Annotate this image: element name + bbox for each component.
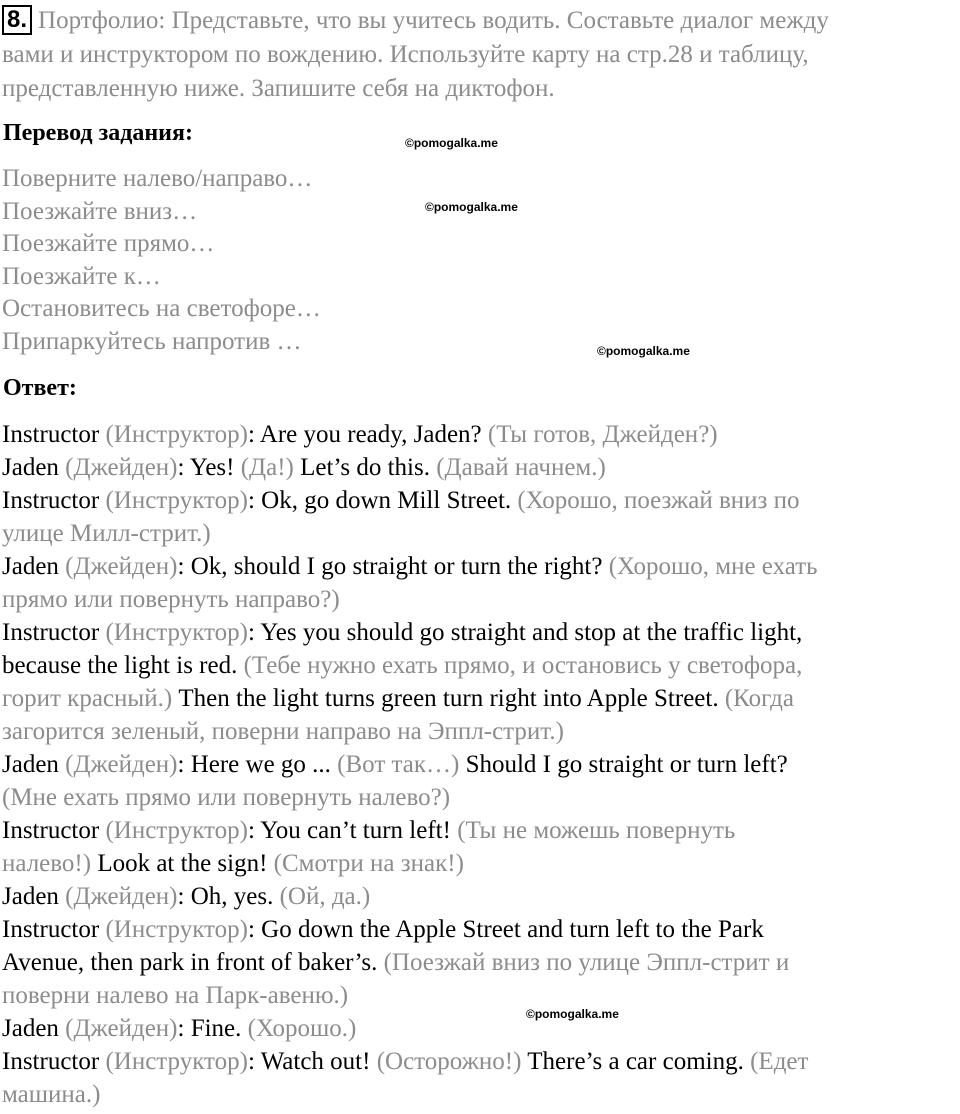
- dialogue-line: [2, 1012, 958, 1045]
- english-segment: Jaden: [2, 1015, 66, 1042]
- english-segment: : Yes you should go straight and stop at the traffic light,: [247, 619, 803, 646]
- translation-segment: (Поезжай вниз по улице Эппл-стрит и: [383, 949, 790, 976]
- translation-segment: (Инструктор): [105, 1048, 248, 1075]
- english-segment: : Are you ready, Jaden?: [247, 421, 488, 448]
- translation-segment: налево!): [2, 850, 98, 877]
- translation-segment: (Джейден): [65, 883, 178, 910]
- english-segment: Jaden: [2, 883, 66, 910]
- watermark: ©pomogalka.me: [425, 200, 518, 214]
- english-segment: : Go down the Apple Street and turn left to the Park: [247, 916, 764, 943]
- translation-list: [2, 163, 321, 358]
- translation-segment: (Ты готов, Джейден?): [487, 421, 718, 448]
- translation-segment: (Едет: [750, 1048, 809, 1075]
- dialogue-line: [2, 484, 958, 517]
- dialogue-line: [2, 1078, 958, 1111]
- watermark: ©pomogalka.me: [597, 344, 690, 358]
- english-segment: because the light is red.: [2, 652, 244, 679]
- dialogue-line: [2, 946, 958, 979]
- dialogue-line: [2, 979, 958, 1012]
- dialogue-line: [2, 649, 958, 682]
- translation-item: Поезжайте вниз…: [2, 197, 198, 225]
- english-segment: : Ok, go down Mill Street.: [247, 487, 518, 514]
- dialogue-line: [2, 583, 958, 616]
- dialogue-line: [2, 880, 958, 913]
- english-segment: Instructor: [2, 916, 106, 943]
- translation-segment: улице Милл-стрит.): [2, 520, 211, 547]
- dialogue-line: [2, 616, 958, 649]
- translation-segment: (Инструктор): [105, 619, 248, 646]
- task-paragraph: [2, 4, 958, 106]
- english-segment: : Yes!: [177, 454, 241, 481]
- translation-segment: поверни налево на Парк-авеню.): [2, 982, 349, 1009]
- dialogue-line: [2, 682, 958, 715]
- translation-segment: загорится зеленый, поверни направо на Эппл-стрит.): [2, 718, 564, 745]
- english-segment: : You can’t turn left!: [247, 817, 458, 844]
- translation-segment: (Хорошо.): [247, 1015, 357, 1042]
- translation-segment: (Смотри на знак!): [273, 850, 464, 877]
- translation-segment: (Ты не можешь повернуть: [457, 817, 736, 844]
- dialogue-line: [2, 748, 958, 781]
- dialogue-line: [2, 418, 958, 451]
- translation-segment: машина.): [2, 1081, 101, 1108]
- dialogue-line: [2, 814, 958, 847]
- translation-segment: (Хорошо, поезжай вниз по: [517, 487, 800, 514]
- translation-segment: горит красный.): [2, 685, 179, 712]
- task-number-box: 8.: [2, 5, 32, 35]
- english-segment: Instructor: [2, 487, 106, 514]
- translation-item: Остановитесь на светофоре…: [2, 295, 321, 322]
- dialogue: [2, 418, 958, 1111]
- dialogue-line: [2, 550, 958, 583]
- english-segment: Let’s do this.: [300, 454, 437, 481]
- translation-segment: (Мне ехать прямо или повернуть налево?): [2, 784, 451, 811]
- english-segment: Jaden: [2, 553, 66, 580]
- translation-segment: (Да!): [240, 454, 301, 481]
- translation-item: Поезжайте прямо…: [2, 230, 215, 257]
- dialogue-line: [2, 781, 958, 814]
- translation-segment: (Инструктор): [105, 916, 248, 943]
- dialogue-line: [2, 715, 958, 748]
- english-segment: Then the light turns green turn right into Apple Street.: [178, 685, 725, 712]
- english-segment: Look at the sign!: [97, 850, 274, 877]
- translation-item: Поверните налево/направо…: [2, 165, 313, 192]
- english-segment: Jaden: [2, 454, 66, 481]
- task-text: Портфолио: Представьте, что вы учитесь водить. Составьте диалог между вами и инструктором по вождению. Используйте карту на стр.28 и таблицу, представленную ниже. Запишите себя на диктофон.: [2, 7, 829, 102]
- english-segment: Instructor: [2, 1048, 106, 1075]
- english-segment: Should I go straight or turn left?: [465, 751, 788, 778]
- answer-heading: Ответ:: [3, 375, 77, 401]
- translation-heading: Перевод задания:: [3, 120, 193, 146]
- english-segment: There’s a car coming.: [527, 1048, 751, 1075]
- english-segment: : Oh, yes.: [177, 883, 280, 910]
- translation-segment: (Джейден): [65, 553, 178, 580]
- dialogue-line: [2, 451, 958, 484]
- english-segment: : Ok, should I go straight or turn the right?: [177, 553, 609, 580]
- english-segment: : Here we go ...: [177, 751, 338, 778]
- translation-segment: (Джейден): [65, 1015, 178, 1042]
- translation-segment: (Хорошо, мне ехать: [608, 553, 818, 580]
- translation-segment: прямо или повернуть направо?): [2, 586, 340, 613]
- watermark: ©pomogalka.me: [526, 1007, 619, 1021]
- english-segment: : Watch out!: [247, 1048, 377, 1075]
- dialogue-line: [2, 517, 958, 550]
- translation-segment: (Джейден): [65, 454, 178, 481]
- english-segment: : Fine.: [177, 1015, 248, 1042]
- translation-segment: (Давай начнем.): [436, 454, 606, 481]
- english-segment: Instructor: [2, 619, 106, 646]
- dialogue-line: [2, 847, 958, 880]
- translation-segment: (Тебе нужно ехать прямо, и остановись у светофора,: [243, 652, 803, 679]
- english-segment: Jaden: [2, 751, 66, 778]
- translation-item: Поезжайте к…: [2, 262, 161, 290]
- translation-segment: (Джейден): [65, 751, 178, 778]
- english-segment: Instructor: [2, 421, 106, 448]
- translation-segment: (Инструктор): [105, 421, 248, 448]
- translation-segment: (Когда: [724, 685, 794, 712]
- translation-segment: (Ой, да.): [279, 883, 371, 910]
- translation-segment: (Инструктор): [105, 817, 248, 844]
- dialogue-line: [2, 1045, 958, 1078]
- translation-segment: (Осторожно!): [376, 1048, 528, 1075]
- translation-segment: (Инструктор): [105, 487, 248, 514]
- dialogue-line: [2, 913, 958, 946]
- english-segment: Instructor: [2, 817, 106, 844]
- translation-item: Припаркуйтесь напротив …: [2, 327, 302, 355]
- english-segment: Avenue, then park in front of baker’s.: [2, 949, 384, 976]
- watermark: ©pomogalka.me: [405, 136, 498, 150]
- translation-segment: (Вот так…): [337, 751, 466, 778]
